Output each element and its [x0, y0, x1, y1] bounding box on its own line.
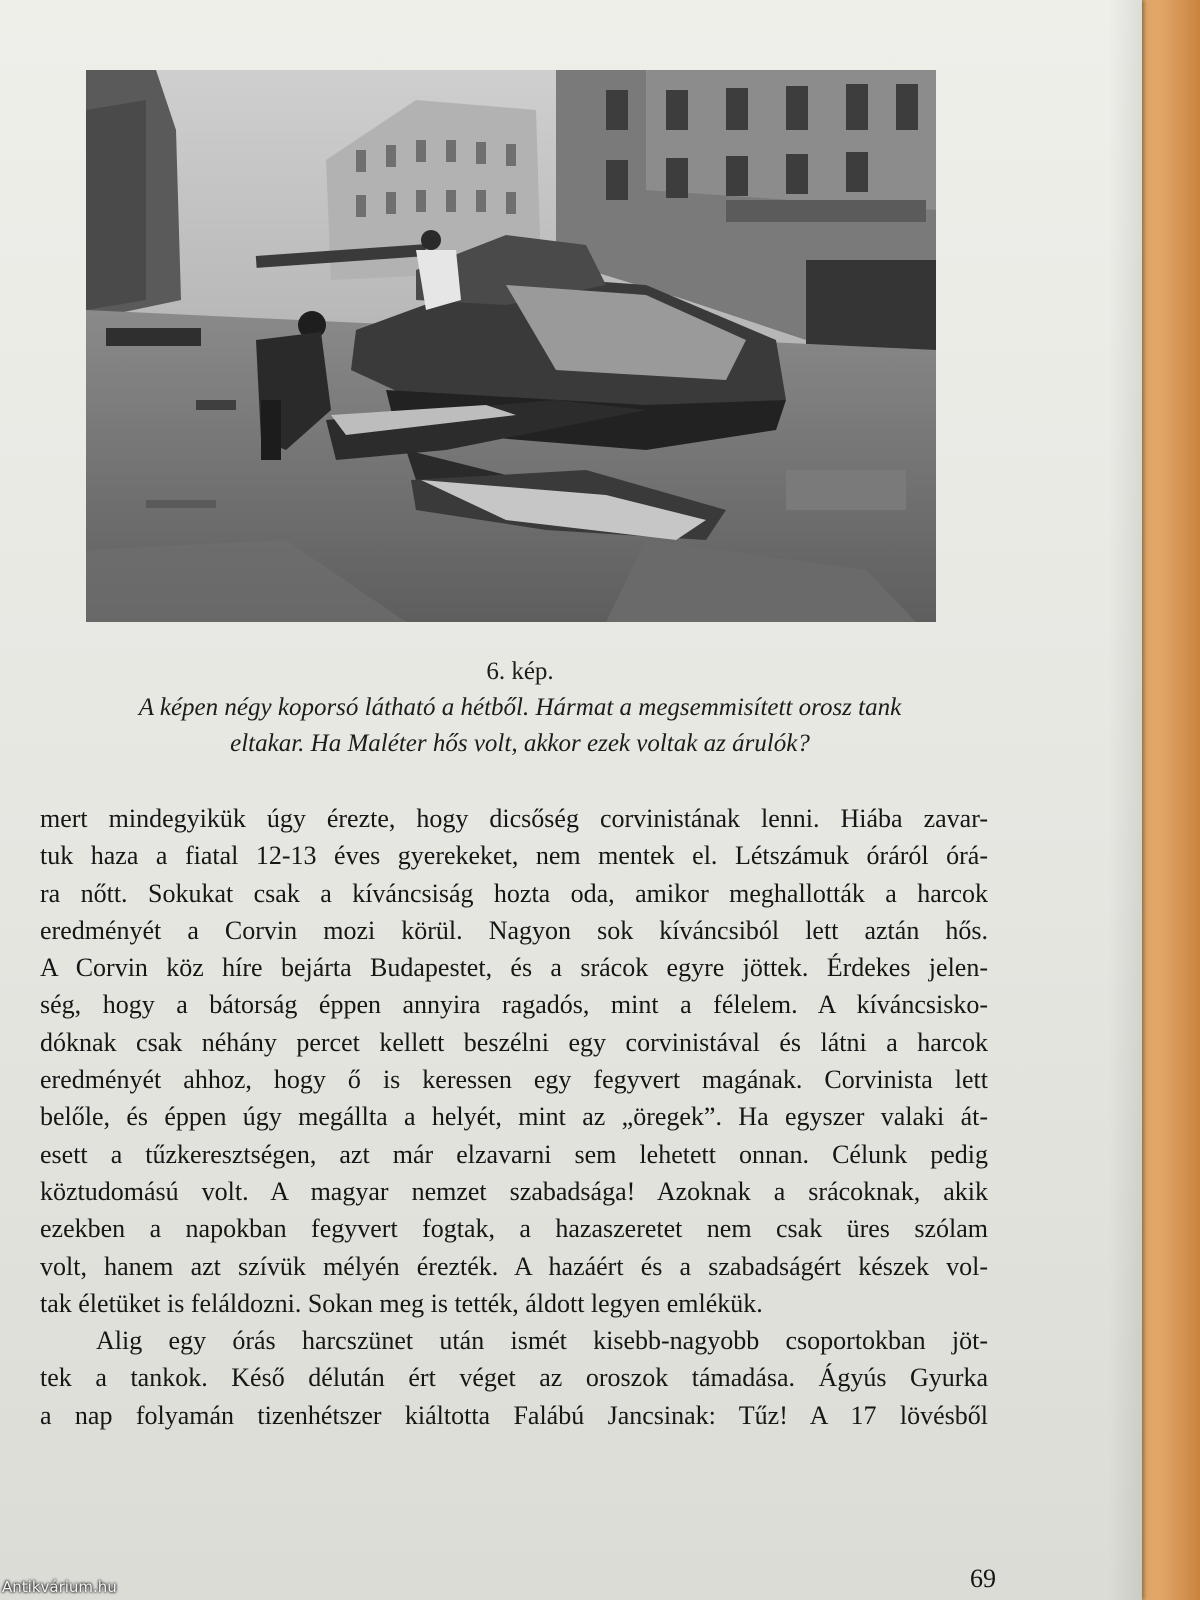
caption-line-1: A képen négy koporsó látható a hétből. Hármat a megsemmisített orosz tank [138, 694, 902, 721]
watermark-logo: Antikvárium.hu [2, 1578, 117, 1596]
text-line: volt, hanem azt szívük mélyén érezték. A hazáért és a szabadságért készek vol- [40, 1251, 988, 1281]
text-line: mert mindegyikük úgy érezte, hogy dicsőség corvinistának lenni. Hiába zavar- [40, 804, 988, 833]
text-line: tuk haza a fiatal 12-13 éves gyerekeket, nem mentek el. Létszámuk óráról órá- [40, 841, 988, 871]
text-line: eredményét a Corvin mozi körül. Nagyon sok kíváncsiból lett aztán hős. [40, 915, 988, 945]
tank-street-photo-icon [86, 70, 936, 622]
body-text [40, 800, 988, 1434]
text-line: tak életüket is feláldozni. Sokan meg is tették, áldott legyen emlékük. [40, 1288, 763, 1318]
text-line: köztudomású volt. A magyar nemzet szabadsága! Azoknak a srácoknak, akik [40, 1176, 988, 1206]
text-line: dóknak csak néhány percet kellett beszélni egy corvinistával és látni a harcok [40, 1027, 988, 1057]
page-number: 69 [970, 1564, 996, 1593]
text-line: Alig egy órás harcszünet után ismét kisebb-nagyobb csoportokban jöt- [96, 1326, 988, 1356]
historical-photo [86, 70, 936, 622]
caption-line-2: eltakar. Ha Maléter hős volt, akkor ezek voltak az árulók? [230, 730, 810, 757]
caption-title: 6. kép. [486, 658, 554, 685]
text-line: esett a tűzkeresztségen, azt már elzavarni sem lehetett onnan. Célunk pedig [40, 1139, 988, 1169]
photo-caption [30, 654, 1010, 762]
text-line: tek a tankok. Késő délután ért véget az oroszok támadása. Ágyús Gyurka [40, 1363, 988, 1393]
text-line: ezekben a napokban fegyvert fogtak, a hazaszeretet nem csak üres szólam [40, 1214, 988, 1244]
text-line: a nap folyamán tizenhétszer kiáltotta Falábú Jancsinak: Tűz! A 17 lövésből [40, 1400, 988, 1430]
text-line: eredményét ahhoz, hogy ő is keressen egy fegyvert magának. Corvinista lett [40, 1065, 988, 1095]
page-edge-shadow [1108, 0, 1142, 1600]
text-line: ra nőtt. Sokukat csak a kíváncsiság hozta oda, amikor meghallották a harcok [40, 878, 988, 908]
text-line: belőle, és éppen úgy megállta a helyét, mint az „öregek”. Ha egyszer valaki át- [40, 1102, 988, 1132]
text-line: ség, hogy a bátorság éppen annyira ragadós, mint a félelem. A kíváncsisko- [40, 990, 988, 1020]
text-line: A Corvin köz híre bejárta Budapestet, és a srácok egyre jöttek. Érdekes jelen- [40, 953, 988, 983]
